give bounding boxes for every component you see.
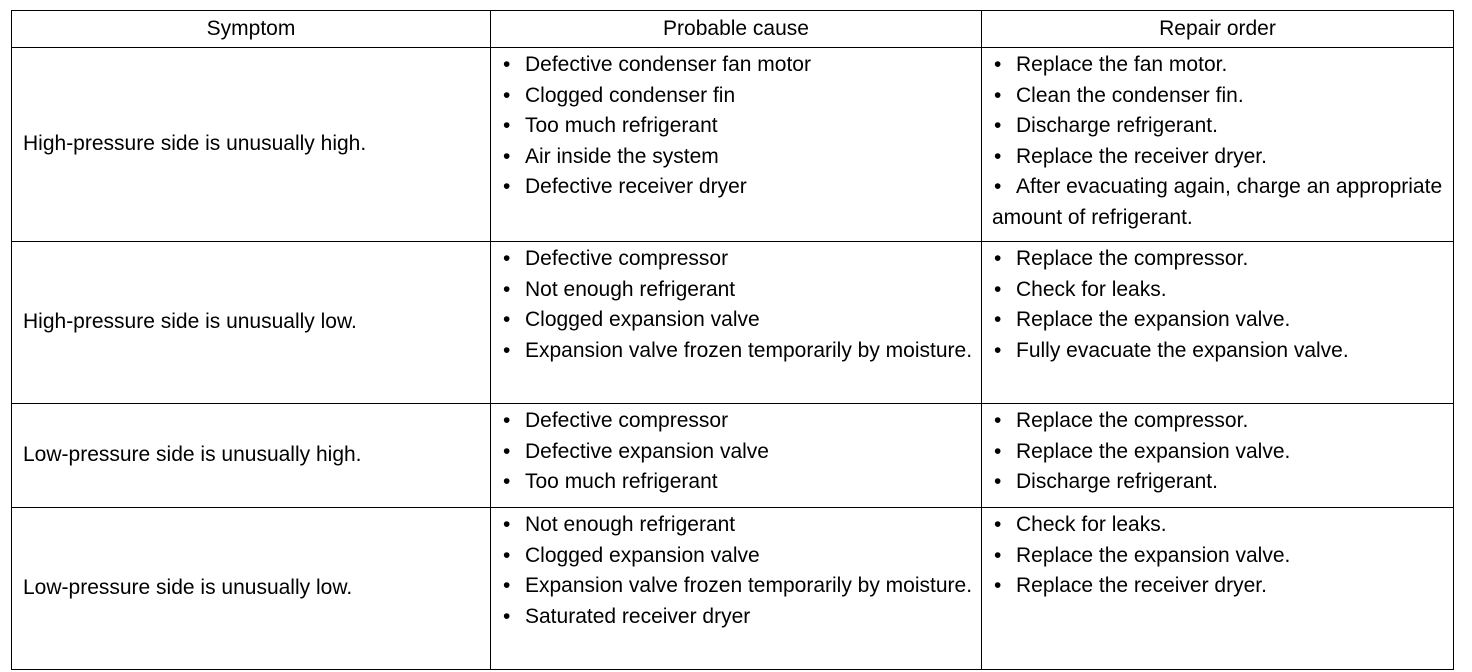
list-item bbox=[992, 142, 1447, 173]
list-item bbox=[501, 142, 975, 173]
bullet-icon: • bbox=[994, 114, 1002, 137]
list-item bbox=[992, 467, 1447, 498]
bullet-icon: • bbox=[994, 543, 1002, 567]
list-item bbox=[992, 406, 1447, 437]
repair-text: Replace the compressor. bbox=[1016, 409, 1249, 432]
repair-list bbox=[992, 50, 1447, 233]
header-probable-cause: Probable cause bbox=[491, 11, 982, 48]
bullet-icon: • bbox=[994, 83, 1002, 107]
list-item bbox=[501, 172, 975, 203]
cause-text: Defective expansion valve bbox=[525, 439, 769, 463]
bullet-icon: • bbox=[994, 308, 1002, 331]
repair-text: Replace the receiver dryer. bbox=[1016, 144, 1267, 168]
bullet-icon: • bbox=[503, 470, 511, 493]
list-item bbox=[992, 50, 1447, 81]
repair-text: Fully evacuate the expansion valve. bbox=[1016, 338, 1349, 362]
table-row bbox=[12, 404, 1454, 508]
list-item bbox=[501, 541, 975, 572]
symptom-cell: High-pressure side is unusually high. bbox=[12, 48, 491, 242]
bullet-icon: • bbox=[994, 247, 1002, 270]
list-item bbox=[501, 50, 975, 81]
bullet-icon: • bbox=[503, 53, 511, 76]
repair-text: Check for leaks. bbox=[1016, 277, 1167, 301]
bullet-icon: • bbox=[994, 574, 1002, 597]
cause-text: Defective condenser fan motor bbox=[525, 53, 811, 76]
bullet-icon: • bbox=[994, 144, 1002, 168]
troubleshooting-table bbox=[11, 10, 1454, 670]
cause-text: Defective receiver dryer bbox=[525, 175, 747, 198]
bullet-icon: • bbox=[994, 175, 1002, 198]
list-item bbox=[992, 111, 1447, 142]
bullet-icon: • bbox=[994, 439, 1002, 463]
cause-cell bbox=[491, 242, 982, 404]
repair-text: Check for leaks. bbox=[1016, 513, 1167, 536]
bullet-icon: • bbox=[994, 513, 1002, 536]
repair-cell bbox=[982, 48, 1454, 242]
cause-text: Clogged expansion valve bbox=[525, 308, 760, 331]
repair-text: Replace the fan motor. bbox=[1016, 53, 1228, 76]
cause-text: Too much refrigerant bbox=[525, 114, 718, 137]
bullet-icon: • bbox=[503, 277, 511, 301]
bullet-icon: • bbox=[503, 175, 511, 198]
cause-list bbox=[501, 510, 975, 632]
cause-text: Saturated receiver dryer bbox=[525, 604, 751, 628]
list-item bbox=[992, 172, 1447, 233]
cause-text: Clogged expansion valve bbox=[525, 543, 760, 567]
list-item bbox=[992, 244, 1447, 275]
list-item bbox=[992, 571, 1447, 602]
list-item bbox=[501, 510, 975, 541]
bullet-icon: • bbox=[503, 247, 511, 270]
list-item bbox=[992, 275, 1447, 306]
repair-text: Replace the expansion valve. bbox=[1016, 308, 1291, 331]
bullet-icon: • bbox=[503, 543, 511, 567]
bullet-icon: • bbox=[503, 604, 511, 628]
bullet-icon: • bbox=[503, 83, 511, 107]
cause-text: Defective compressor bbox=[525, 409, 729, 432]
bullet-icon: • bbox=[994, 470, 1002, 493]
header-repair-order: Repair order bbox=[982, 11, 1454, 48]
list-item bbox=[501, 305, 975, 336]
repair-list bbox=[992, 510, 1447, 602]
cause-text: Expansion valve frozen temporarily by moisture. bbox=[525, 338, 973, 362]
table-row bbox=[12, 242, 1454, 404]
list-item bbox=[992, 437, 1447, 468]
bullet-icon: • bbox=[503, 308, 511, 331]
list-item bbox=[501, 437, 975, 468]
bullet-icon: • bbox=[994, 277, 1002, 301]
cause-cell bbox=[491, 508, 982, 670]
cause-list bbox=[501, 406, 975, 498]
bullet-icon: • bbox=[994, 409, 1002, 432]
symptom-cell: Low-pressure side is unusually low. bbox=[12, 508, 491, 670]
list-item bbox=[501, 602, 975, 633]
repair-text: Discharge refrigerant. bbox=[1016, 114, 1218, 137]
list-item bbox=[992, 81, 1447, 112]
repair-text: Replace the expansion valve. bbox=[1016, 543, 1291, 567]
repair-text: Replace the compressor. bbox=[1016, 247, 1249, 270]
cause-text: Defective compressor bbox=[525, 247, 729, 270]
cause-cell bbox=[491, 48, 982, 242]
repair-cell bbox=[982, 508, 1454, 670]
repair-list bbox=[992, 406, 1447, 498]
list-item bbox=[992, 305, 1447, 336]
list-item bbox=[501, 406, 975, 437]
cause-text: Expansion valve frozen temporarily by moisture. bbox=[525, 574, 973, 597]
bullet-icon: • bbox=[503, 114, 511, 137]
list-item bbox=[992, 510, 1447, 541]
header-row bbox=[12, 11, 1454, 48]
bullet-icon: • bbox=[503, 409, 511, 432]
cause-text: Air inside the system bbox=[525, 144, 719, 168]
repair-text: Clean the condenser fin. bbox=[1016, 83, 1244, 107]
list-item bbox=[501, 336, 975, 367]
list-item bbox=[501, 111, 975, 142]
table-row bbox=[12, 508, 1454, 670]
list-item bbox=[992, 541, 1447, 572]
bullet-icon: • bbox=[503, 338, 511, 362]
bullet-icon: • bbox=[994, 338, 1002, 362]
bullet-icon: • bbox=[503, 513, 511, 536]
bullet-icon: • bbox=[503, 439, 511, 463]
list-item bbox=[501, 571, 975, 602]
bullet-icon: • bbox=[503, 574, 511, 597]
cause-list bbox=[501, 244, 975, 366]
repair-text: Replace the expansion valve. bbox=[1016, 439, 1291, 463]
cause-cell bbox=[491, 404, 982, 508]
table-row bbox=[12, 48, 1454, 242]
list-item bbox=[501, 81, 975, 112]
repair-text: Discharge refrigerant. bbox=[1016, 470, 1218, 493]
repair-cell bbox=[982, 242, 1454, 404]
symptom-cell: High-pressure side is unusually low. bbox=[12, 242, 491, 404]
cause-text: Not enough refrigerant bbox=[525, 277, 736, 301]
header-symptom: Symptom bbox=[12, 11, 491, 48]
repair-cell bbox=[982, 404, 1454, 508]
list-item bbox=[501, 244, 975, 275]
bullet-icon: • bbox=[994, 53, 1002, 76]
repair-list bbox=[992, 244, 1447, 366]
cause-text: Not enough refrigerant bbox=[525, 513, 736, 536]
repair-text: Replace the receiver dryer. bbox=[1016, 574, 1267, 597]
repair-text: After evacuating again, charge an appropriate amount of refrigerant. bbox=[992, 175, 1443, 229]
list-item bbox=[992, 336, 1447, 367]
cause-text: Clogged condenser fin bbox=[525, 83, 736, 107]
cause-list bbox=[501, 50, 975, 203]
bullet-icon: • bbox=[503, 144, 511, 168]
list-item bbox=[501, 467, 975, 498]
list-item bbox=[501, 275, 975, 306]
cause-text: Too much refrigerant bbox=[525, 470, 718, 493]
symptom-cell: Low-pressure side is unusually high. bbox=[12, 404, 491, 508]
